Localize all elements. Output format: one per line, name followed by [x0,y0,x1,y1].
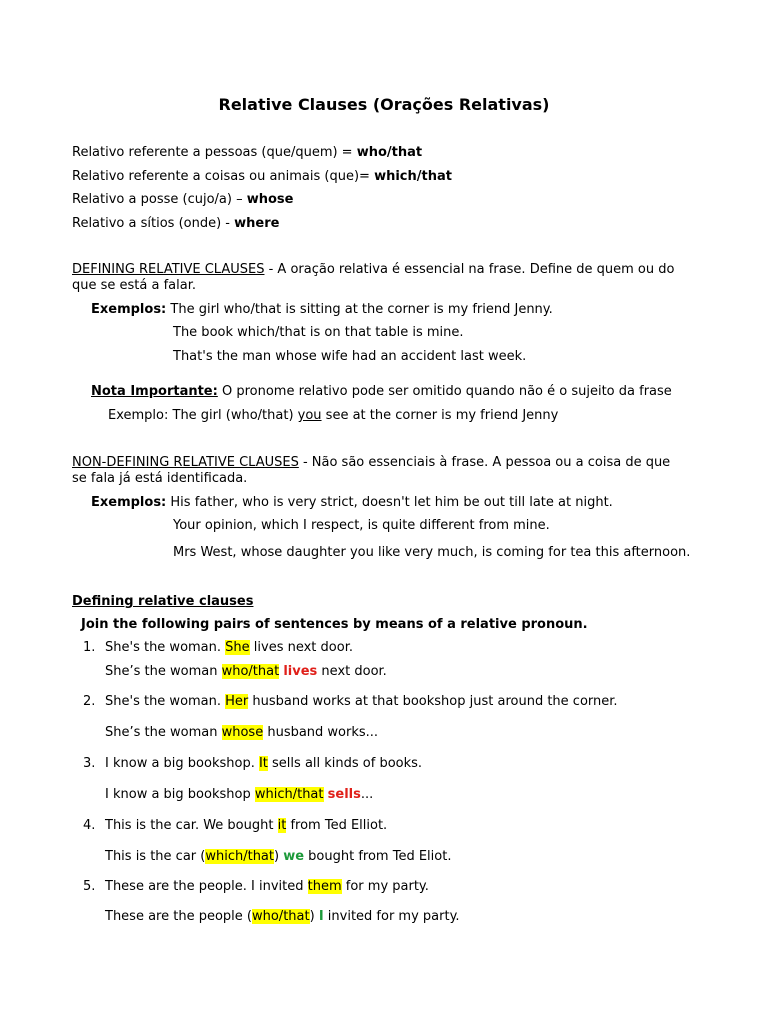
highlighted-word: It [258,756,268,771]
question-text: This is the car. We bought [105,818,278,833]
defining-example-2: The book which/that is on that table is mine. [173,325,464,340]
item-number: 1. [83,640,96,655]
exercise-question [105,879,429,895]
answer-text: She’s the woman [105,664,222,679]
defining-desc: - A oração relativa é essencial na frase. Define de quem ou do [264,262,675,277]
nondefining-heading: NON-DEFINING RELATIVE CLAUSES [72,455,299,470]
note-line [91,384,672,400]
highlighted-pronoun: who/that [251,909,310,924]
defining-desc-cont: que se está a falar. [72,278,196,293]
exercise-question [105,818,387,834]
exercise-heading [72,594,253,610]
instruction-text: Join the following pairs of sentences by means of a relative pronoun. [81,617,588,632]
defining-example-1 [91,302,553,318]
question-text: sells all kinds of books. [267,756,423,771]
question-text: lives next door. [249,640,353,655]
answer-text: invited for my party. [323,909,460,924]
question-text: from Ted Elliot. [286,818,388,833]
nondefining-desc: - Não são essenciais à frase. A pessoa ou a coisa de que [298,455,671,470]
exercise-question [105,640,353,656]
pronoun-line-3 [72,192,293,208]
question-text: husband works at that bookshop just around the corner. [248,694,618,709]
pronoun-line-2 [72,169,452,185]
pronoun-desc: Relativo referente a coisas ou animais (que)= [72,169,375,184]
exercise-answer [105,787,373,803]
exercise-instruction [81,617,588,633]
emphasized-verb: sells [327,787,361,802]
highlighted-word: Her [225,694,249,709]
note-example-underlined: you [297,408,322,423]
highlighted-word: it [277,818,287,833]
nondefining-example-3: Mrs West, whose daughter you like very much, is coming for tea this afternoon. [173,545,691,560]
answer-text: These are the people ( [105,909,252,924]
examples-label: Exemplos: [91,302,167,317]
note-example [108,408,558,424]
pronoun-term: where [234,216,280,231]
note-text: O pronome relativo pode ser omitido quando não é o sujeito da frase [217,384,672,399]
emphasized-subject: we [283,849,305,864]
pronoun-desc: Relativo a sítios (onde) - [72,216,235,231]
item-number: 5. [83,879,96,894]
exercise-answer [105,909,460,925]
exercise-answer [105,725,378,741]
highlighted-pronoun: whose [221,725,264,740]
defining-heading: DEFINING RELATIVE CLAUSES [72,262,265,277]
emphasized-subject: I [318,909,324,924]
question-text: for my party. [341,879,429,894]
item-number: 3. [83,756,96,771]
answer-text: ) [274,849,284,864]
exercise-heading-text: Defining relative clauses [72,594,254,609]
answer-text: husband works... [263,725,379,740]
nondefining-example-2: Your opinion, which I respect, is quite different from mine. [173,518,550,533]
question-text: She's the woman. [105,640,226,655]
note-example-text: see at the corner is my friend Jenny [321,408,559,423]
exercise-question [105,694,618,710]
pronoun-desc: Relativo a posse (cujo/a) – [72,192,247,207]
pronoun-term: who/that [356,145,423,160]
highlighted-word: She [225,640,250,655]
nondefining-intro [72,455,670,471]
answer-text: next door. [317,664,387,679]
example-text: His father, who is very strict, doesn't let him be out till late at night. [166,495,613,510]
highlighted-pronoun: which/that [254,787,324,802]
question-text: These are the people. I invited [105,879,308,894]
highlighted-pronoun: which/that [205,849,274,864]
highlighted-word: them [307,879,342,894]
answer-text: I know a big bookshop [105,787,255,802]
nondefining-example-1 [91,495,613,511]
question-text: I know a big bookshop. [105,756,259,771]
nondefining-desc-cont: se fala já está identificada. [72,471,248,486]
page-title: Relative Clauses (Orações Relativas) [218,95,550,114]
note-example-text: Exemplo: The girl (who/that) [108,408,298,423]
exercise-question [105,756,422,772]
exercise-answer [105,664,387,680]
note-label: Nota Importante: [91,384,218,399]
pronoun-desc: Relativo referente a pessoas (que/quem) = [72,145,357,160]
answer-text: She’s the woman [105,725,222,740]
pronoun-line-1 [72,145,422,161]
exercise-answer [105,849,451,865]
answer-text: ... [360,787,374,802]
pronoun-term: whose [246,192,294,207]
highlighted-pronoun: who/that [221,664,280,679]
item-number: 4. [83,818,96,833]
pronoun-term: which/that [374,169,452,184]
emphasized-verb: lives [283,664,318,679]
item-number: 2. [83,694,96,709]
answer-text: This is the car ( [105,849,206,864]
defining-example-3: That's the man whose wife had an accident last week. [173,349,527,364]
answer-text: bought from Ted Eliot. [304,849,452,864]
answer-text: ) [309,909,319,924]
example-text: The girl who/that is sitting at the corner is my friend Jenny. [166,302,553,317]
question-text: She's the woman. [105,694,226,709]
examples-label: Exemplos: [91,495,167,510]
pronoun-line-4 [72,216,279,232]
defining-intro [72,262,674,278]
